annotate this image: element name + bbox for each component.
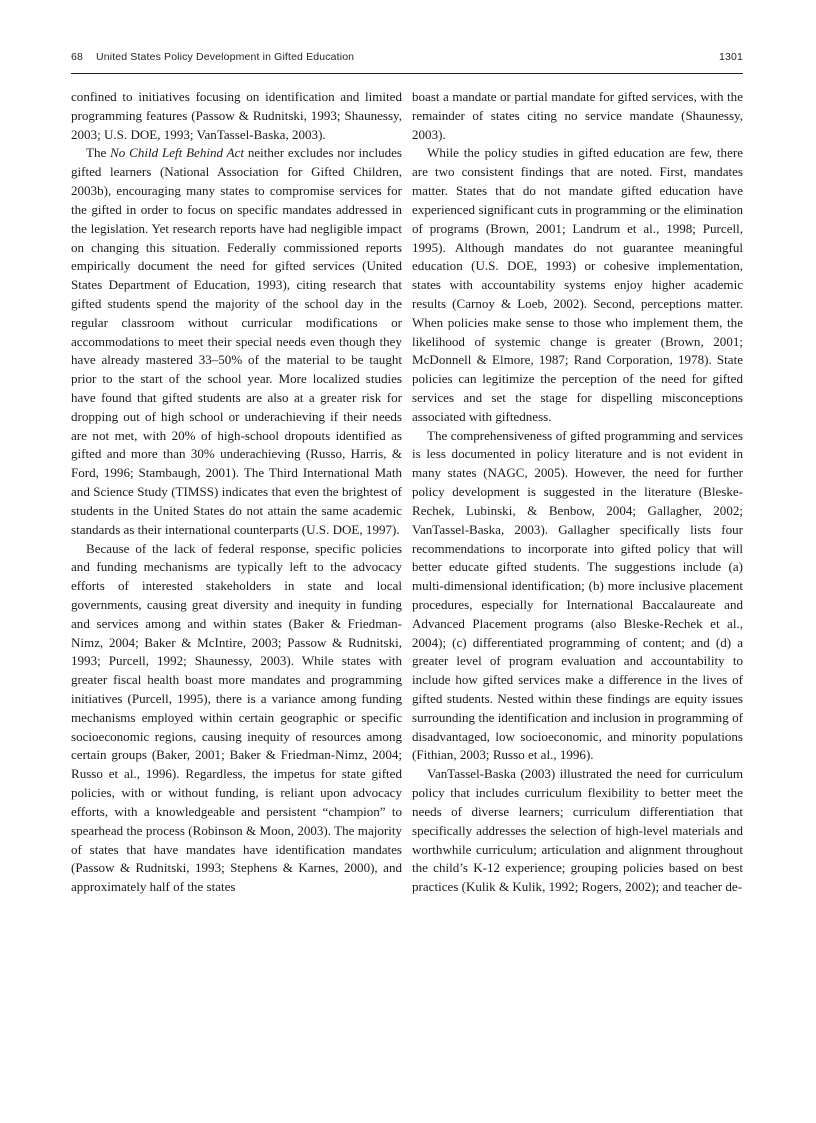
running-head — [71, 51, 743, 73]
text-run: neither excludes nor includes gifted learners (National Association for Gifted Children, 2003b), encouraging many states to compromise services for the gifted in order to focus on specific mandates addressed in the legislation. Yet research reports have had negligible impact on changing this situation. Federally commissioned reports empirically document the need for gifted services (United States Department of Education, 1993), citing research that gifted students spend the majority of the school day in the regular classroom without curricular modifications or accommodations to meet their special needs even though they have already mastered 33–50% of the material to be taught prior to the start of the school year. More localized studies have found that gifted students are also at a greater risk for dropping out of high school or underachieving if their needs are not met, with 20% of high-school dropouts identified as gifted and more than 30% underachieving (Russo, Harris, & Ford, 1996; Stambaugh, 2001). The Third International Math and Science Study (TIMSS) indicates that even the brightest of students in the United States do not attain the same academic standards as their international counterparts (U.S. DOE, 1997). — [71, 145, 402, 537]
running-head-title: United States Policy Development in Gifted Education — [95, 51, 355, 63]
body-paragraph — [71, 540, 402, 897]
text-run: The — [86, 145, 111, 161]
page-number-recto: 1301 — [719, 51, 743, 63]
body-paragraph — [412, 427, 743, 766]
text-run: confined to initiatives focusing on identification and limited programming features (Passow & Rudnitski, 1993; Shaunessy, 2003; U.S. DOE, 1993; VanTassel-Baska, 2003). — [71, 89, 402, 142]
text-column-left — [71, 88, 402, 1033]
italic-title-run: No Child Left Behind Act — [110, 145, 244, 161]
running-head-rule — [71, 73, 743, 74]
body-paragraph — [71, 88, 402, 144]
body-paragraph — [412, 144, 743, 426]
text-run: Because of the lack of federal response, specific policies and funding mechanisms are typically left to the advocacy efforts of interested stakeholders in state and local governments, causing great diversity and inequity in funding and services among and within states (Baker & Friedman-Nimz, 2004; Baker & McIntire, 2003; Passow & Rudnitski, 1993; Purcell, 1992; Shaunessy, 2003). While states with greater fiscal health boast more mandates and programming initiatives (Purcell, 1995), there is a variance among funding mechanisms employed within certain geographic or specific socioeconomic regions, causing inequity of resources among certain groups (Baker, 2001; Baker & Friedman-Nimz, 2004; Russo et al., 1996). Regardless, the impetus for state gifted policies, with or without funding, is reliant upon advocacy efforts, with a knowledgeable and persistent “champion” to spearhead the process (Robinson & Moon, 2003). The majority of states that have mandates have identification mandates (Passow & Rudnitski, 1993; Stephens & Karnes, 2000), and approximately half of the states — [71, 540, 402, 895]
text-run: VanTassel-Baska (2003) illustrated the need for curriculum policy that includes curriculum flexibility to better meet the needs of diverse learners; curriculum differentiation that specifically addresses the selection of high-level materials and worthwhile curriculum; articulation and alignment throughout the child’s K-12 experience; grouping policies based on best practices (Kulik & Kulik, 1992; Rogers, 2002); and teacher de- — [412, 766, 743, 895]
body-paragraph — [71, 144, 402, 539]
body-columns — [71, 88, 743, 1033]
body-paragraph — [412, 88, 743, 144]
body-paragraph — [412, 765, 743, 897]
text-column-right — [412, 88, 743, 1033]
page-number-verso: 68 — [71, 51, 83, 63]
text-run: boast a mandate or partial mandate for gifted services, with the remainder of states citing no service mandate (Shaunessy, 2003). — [412, 89, 743, 142]
text-run: The comprehensiveness of gifted programming and services is less documented in policy literature and is not evident in many states (NAGC, 2005). However, the need for further policy development is suggested in the literature (Bleske-Rechek, Lubinski, & Benbow, 2004; Gallagher, 2002; VanTassel-Baska, 2003). Gallagher specifically lists four recommendations to incorporate into gifted policy that will better educate gifted students. The suggestions include (a) multi-dimensional identification; (b) more inclusive placement procedures, especially for International Baccalaureate and Advanced Placement programs (also Bleske-Rechek et al., 2004); (c) differentiated programming of content; and (d) a greater level of program evaluation and accountability to include how gifted services make a difference in the lives of gifted students. Nested within these findings are equity issues surrounding the identification and inclusion in programming of disadvantaged, low socioeconomic, and minority populations (Fithian, 2003; Russo et al., 1996). — [412, 427, 743, 763]
text-run: While the policy studies in gifted education are few, there are two consistent findings that are noted. First, mandates matter. States that do not mandate gifted education have experienced significant cuts in programming or the elimination of programs (Brown, 2001; Landrum et al., 1998; Purcell, 1995). Although mandates do not guarantee meaningful education (U.S. DOE, 1993) or cohesive implementation, states with accountability systems enjoy higher academic results (Carnoy & Loeb, 2002). Second, perceptions matter. When policies make sense to those who implement them, the likelihood of systemic change is greater (Brown, 2001; McDonnell & Elmore, 1987; Rand Corporation, 1978). State policies can legitimize the perception of the need for gifted services and set the stage for dispelling misconceptions associated with giftedness. — [412, 145, 743, 424]
running-head-left — [71, 51, 354, 63]
